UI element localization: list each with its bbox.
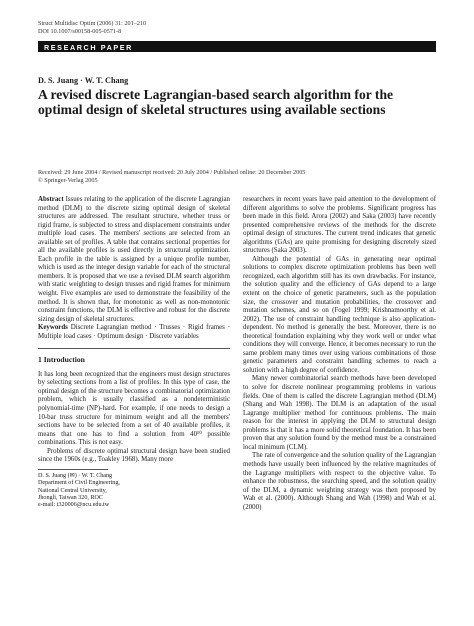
intro-paragraph: It has long been recognized that the engineers must design structures by selecting sections from a list of profiles. In this type of case, the optimal design of the structure becomes a combinatorial optimization problem, which is usually classified as a nondeterministic polynomial-time (NP)-hard. For example, if one needs to design a 10-bar truss structure for minimum weight and all the members' sections have to be selected from a set of 40 available profiles, it means that one has to find a solution from 40¹⁰ possible combinations. This is not easy. [38, 370, 230, 447]
footnote-department: Department of Civil Engineering, [38, 480, 120, 487]
left-column [38, 196, 230, 510]
section-label-bar [38, 41, 436, 52]
section-divider [38, 348, 230, 349]
section-label: RESEARCH PAPER [44, 42, 133, 52]
abstract-paragraph [38, 196, 230, 324]
author-affiliation-footnote [38, 473, 230, 510]
abstract-label: Abstract [38, 196, 64, 203]
body-paragraph: The rate of convergence and the solution quality of the Lagrangian methods have usually been influenced by the relative magnitudes of the Lagrange multipliers with respect to the objective value. To enhance the robustness, the searching speed, and the solution quality of the DLM, a dynamic weighting strategy was then proposed by Wah et al. (2000). Although Shang and Wah (1998) and Wah et al. (2000) [243, 452, 436, 511]
keywords-text: Discrete Lagrangian method · Trusses · Rigid frames · Multiple load cases · Optimum design · Discrete variables [38, 324, 230, 340]
abstract-text: Issues relating to the application of the discrete Lagrangian method (DLM) to the discrete sizing optimal design of skeletal structures are addressed. The resultant structure, whether truss or rigid frame, is subjected to stress and displacement constraints under multiple load cases. The members' sections are selected from an available set of profiles. A table that contains sectional properties for all the available profiles is used directly in structural optimization. Each profile in the table is assigned by a unique profile number, which is used as the integer design variable for each of the structural members. It is proposed that we use a revised DLM search algorithm with static weighting to design trusses and rigid frames for minimum weight. Five examples are used to demonstrate the feasibility of the method. It is shown that, for monotonic as well as non-monotonic constraint functions, the DLM is effective and robust for the discrete sizing design of skeletal structures. [38, 196, 230, 323]
intro-paragraph: Problems of discrete optimal structural design have been studied since the 1960s (e.g., Toakley 1968). Many more [38, 447, 230, 464]
copyright-line: © Springer-Verlag 2005 [38, 176, 98, 184]
footnote-address: Jhongli, Taiwan 320, ROC [38, 495, 103, 502]
journal-citation: Struct Multidisc Optim (2006) 31: 201–210 [38, 20, 147, 27]
footnote-authors: D. S. Juang (✉) · W. T. Chang [38, 472, 113, 479]
paper-title: A revised discrete Lagrangian-based search algorithm for the optimal design of skeletal structures using available sections [38, 87, 394, 117]
journal-reference [38, 20, 146, 35]
footnote-email: e-mail: t320006@ncu.edu.tw [38, 502, 110, 509]
footnote-divider [38, 469, 108, 470]
received-dates: Received: 29 June 2004 / Revised manuscript received: 20 July 2004 / Published online: 20 December 2005 [38, 169, 306, 176]
journal-doi: DOI 10.1007/s00158-005-0571-8 [38, 27, 122, 35]
introduction-heading: 1 Introduction [38, 355, 85, 365]
keywords-label: Keywords [38, 324, 68, 332]
keywords-paragraph [38, 324, 230, 341]
paper-authors: D. S. Juang · W. T. Chang [38, 76, 129, 85]
body-paragraph: Although the potential of GAs in generating near optimal solutions to complex discrete optimization problems has been well recognized, each algorithm still has its own drawbacks. For instance, the solution quality and the efficiency of GAs depend to a large extent on the choice of genetic parameters, such as the population size, the crossover and mutation probabilities, the crossover and mutation schemes, and so on (Fogel 1999; Krishnamoorthy et al. 2002). The use of constraint handling technique is also application-dependent. No method is generally the best. Moreover, there is no theoretical foundation explaining why they work well or under what conditions they will converge. Hence, it becomes necessary to run the same problem many times over using various combinations of those genetic parameters and constraint handling schemes to reach a solution with a high degree of confidence. [243, 255, 436, 374]
body-paragraph: Many newer combinatorial search methods have been developed to solve for discrete nonlinear programming problems in various fields. One of them is called the discrete Lagrangian method (DLM) (Shang and Wah 1998). The DLM is an adaptation of the usual Lagrange multiplier method for continuous problems. The main reason for the interest in applying the DLM to structural design problems is that it has a more solid theoretical foundation. It has been proven that any solution found by the method must be a constrained local minimum (CLM). [243, 375, 436, 451]
body-paragraph: researchers in recent years have paid attention to the development of different algorithms to solve the problems. Significant progress has been made in this field. Arora (2002) and Saka (2003) have recently presented comprehensive reviews of the methods for the discrete optimal design of structures. The current trend indicates that genetic algorithms (GAs) are quite promising for designing discretely sized structures (Saka 2003). [243, 196, 436, 255]
footnote-university: National Central University, [38, 487, 107, 494]
publication-dates [38, 169, 305, 184]
right-column [243, 196, 436, 512]
